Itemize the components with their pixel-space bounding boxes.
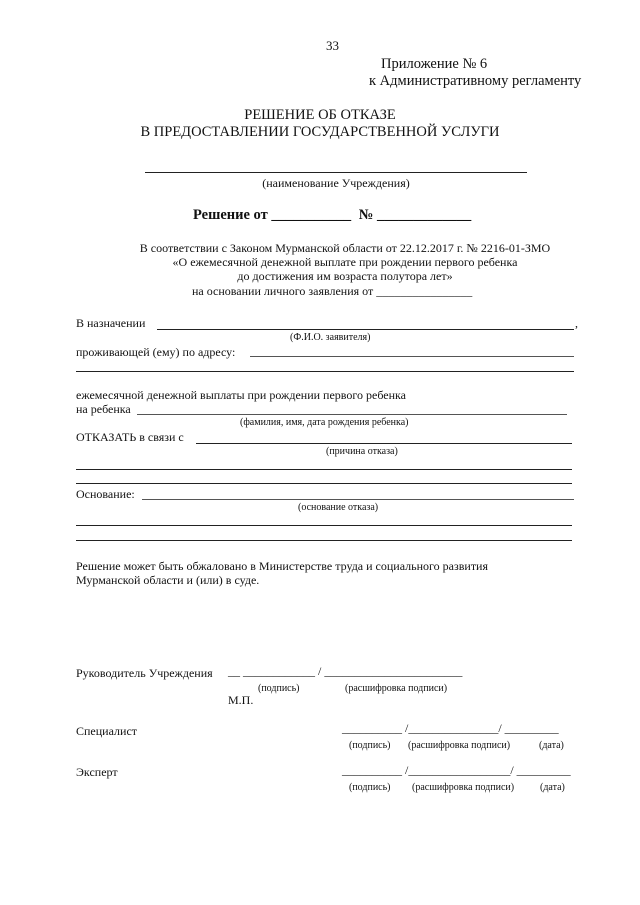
preamble-line-3: до достижения им возраста полутора лет» <box>237 269 453 283</box>
specialist-caption-sign: (подпись) <box>349 740 391 751</box>
specialist-label: Специалист <box>76 724 138 738</box>
child-label: на ребенка <box>76 402 131 416</box>
title-line-1: РЕШЕНИЕ ОБ ОТКАЗЕ <box>244 107 396 123</box>
refuse-label: ОТКАЗАТЬ в связи с <box>76 430 184 444</box>
basis-line-3 <box>76 540 572 541</box>
expert-label: Эксперт <box>76 765 118 779</box>
preamble-line-2: «О ежемесячной денежной выплате при рождении первого ребенка <box>172 255 518 269</box>
address-line-2 <box>76 371 574 372</box>
payment-line: ежемесячной денежной выплаты при рождении первого ребенка <box>76 388 406 402</box>
address-line-1 <box>250 356 574 357</box>
head-label: Руководитель Учреждения <box>76 666 213 680</box>
basis-label: Основание: <box>76 487 135 501</box>
decision-label: Решение от <box>193 207 268 223</box>
expert-caption-date: (дата) <box>540 782 565 793</box>
specialist-caption-decode: (расшифровка подписи) <box>408 740 511 751</box>
expert-caption-decode: (расшифровка подписи) <box>412 782 515 793</box>
title-line-2: В ПРЕДОСТАВЛЕНИИ ГОСУДАРСТВЕННОЙ УСЛУГИ <box>140 124 500 140</box>
preamble-line-1: В соответствии с Законом Мурманской области от 22.12.2017 г. № 2216-01-ЗМО <box>139 241 551 255</box>
institution-line <box>145 172 527 173</box>
head-signature-blank: __ ____________ / _______________________ <box>228 664 463 678</box>
appeal-line-2: Мурманской области и (или) в суде. <box>76 573 260 587</box>
stamp-label: М.П. <box>228 693 254 707</box>
refuse-line <box>196 443 572 444</box>
decision-date-blank: ___________ <box>271 207 352 223</box>
head-caption-decode: (расшифровка подписи) <box>345 683 448 694</box>
refuse-caption: (причина отказа) <box>326 446 398 457</box>
refuse-line-2 <box>76 469 572 470</box>
child-line <box>137 414 567 415</box>
application-date-label: на основании личного заявления от <box>192 284 374 298</box>
page-number: 33 <box>326 38 339 53</box>
decision-number-label: № <box>358 207 374 223</box>
basis-line <box>142 499 574 500</box>
expert-caption-sign: (подпись) <box>349 782 391 793</box>
decision-heading <box>193 207 471 224</box>
expert-signature-blank: __________ /_________________/ _________ <box>342 763 571 777</box>
refuse-line-3 <box>76 483 572 484</box>
decision-number-blank: _____________ <box>376 207 472 223</box>
appeal-line-1: Решение может быть обжаловано в Министерстве труда и социального развития <box>76 559 489 573</box>
child-caption: (фамилия, имя, дата рождения ребенка) <box>240 417 409 428</box>
appendix-line-2: к Административному регламенту <box>369 73 582 89</box>
institution-caption: (наименование Учреждения) <box>262 176 410 190</box>
assign-comma: , <box>575 316 578 330</box>
basis-caption: (основание отказа) <box>298 502 379 513</box>
applicant-name-line <box>157 329 574 330</box>
head-caption-sign: (подпись) <box>258 683 300 694</box>
specialist-signature-blank: __________ /_______________/ _________ <box>342 721 559 735</box>
appendix-line-1: Приложение № 6 <box>381 56 488 72</box>
fio-caption: (Ф.И.О. заявителя) <box>290 332 371 343</box>
application-date-blank: ________________ <box>376 284 473 298</box>
assign-label: В назначении <box>76 316 146 330</box>
basis-line-2 <box>76 525 572 526</box>
specialist-caption-date: (дата) <box>539 740 564 751</box>
preamble-line-4 <box>192 284 472 299</box>
address-label: проживающей (ему) по адресу: <box>76 345 236 359</box>
